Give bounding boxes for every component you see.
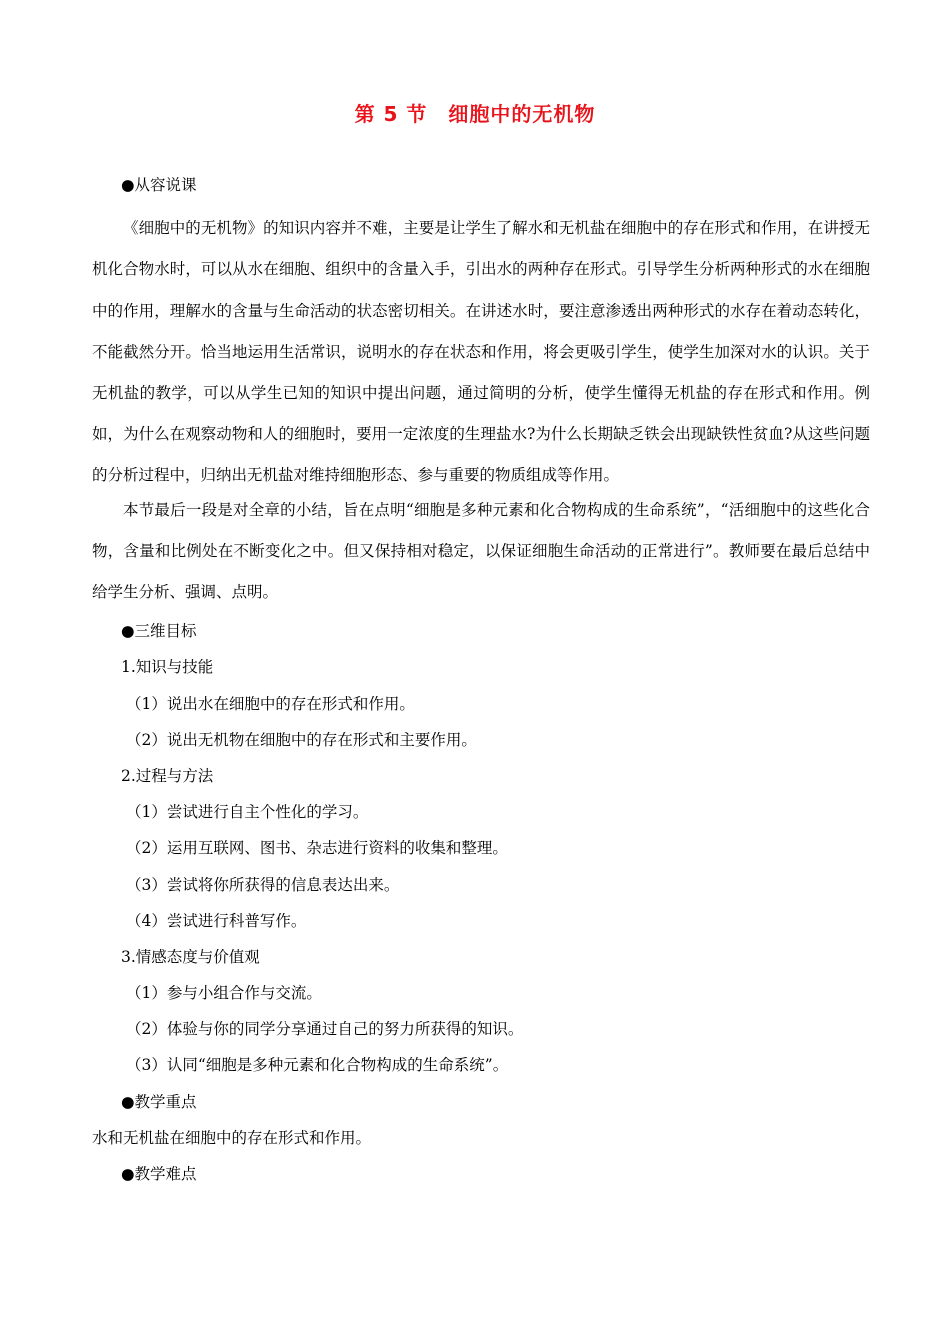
goal-1-item-2: （2）说出无机物在细胞中的存在形式和主要作用。 <box>126 730 477 749</box>
goal-2-item-1: （1）尝试进行自主个性化的学习。 <box>126 803 369 822</box>
goal-3-item-1: （1）参与小组合作与交流。 <box>126 984 322 1003</box>
goal-3-item-3: （3）认同“细胞是多种元素和化合物构成的生命系统”。 <box>126 1056 509 1075</box>
heading-goals: ●三维目标 <box>121 622 197 641</box>
goal-2-title: 2.过程与方法 <box>121 766 214 785</box>
paragraph-congrong-2: 本节最后一段是对全章的小结，旨在点明“细胞是多种元素和化合物构成的生命系统”，“活细胞中的这些化合物，含量和比例处在不断变化之中。但又保持相对稳定，以保证细胞生命活动的正常进行”。教师要在最后总结中给学生分析、强调、点明。 <box>92 500 870 602</box>
heading-focus: ●教学重点 <box>121 1092 197 1111</box>
goal-3-title: 3.情感态度与价值观 <box>121 947 260 966</box>
section-title: 第 5 节 细胞中的无机物 <box>354 102 596 126</box>
focus-text: 水和无机盐在细胞中的存在形式和作用。 <box>92 1128 372 1147</box>
goal-2-item-4: （4）尝试进行科普写作。 <box>126 911 307 930</box>
paragraph-congrong-1: 《细胞中的无机物》的知识内容并不难，主要是让学生了解水和无机盐在细胞中的存在形式和作用，在讲授无机化合物水时，可以从水在细胞、组织中的含量入手，引出水的两种存在形式。引导学生分析两种形式的水在细胞中的作用，理解水的含量与生命活动的状态密切相关。在讲述水时，要注意渗透出两种形式的水存在着动态转化，不能截然分开。恰当地运用生活常识，说明水的存在状态和作用，将会更吸引学生，使学生加深对水的认识。关于无机盐的教学，可以从学生已知的知识中提出问题，通过简明的分析，使学生懂得无机盐的存在形式和作用。例如，为什么在观察动物和人的细胞时，要用一定浓度的生理盐水?为什么长期缺乏铁会出现缺铁性贫血?从这些问题的分析过程中，归纳出无机盐对维持细胞形态、参与重要的物质组成等作用。 <box>92 219 870 485</box>
goal-2-item-3: （3）尝试将你所获得的信息表达出来。 <box>126 875 400 894</box>
heading-difficulty: ●教学难点 <box>121 1165 197 1184</box>
goal-3-item-2: （2）体验与你的同学分享通过自己的努力所获得的知识。 <box>126 1020 524 1039</box>
heading-congrong: ●从容说课 <box>121 176 197 194</box>
goal-1-item-1: （1）说出水在细胞中的存在形式和作用。 <box>126 694 415 713</box>
document-body <box>92 172 870 1197</box>
goal-1-title: 1.知识与技能 <box>121 658 214 677</box>
goal-2-item-2: （2）运用互联网、图书、杂志进行资料的收集和整理。 <box>126 839 508 858</box>
